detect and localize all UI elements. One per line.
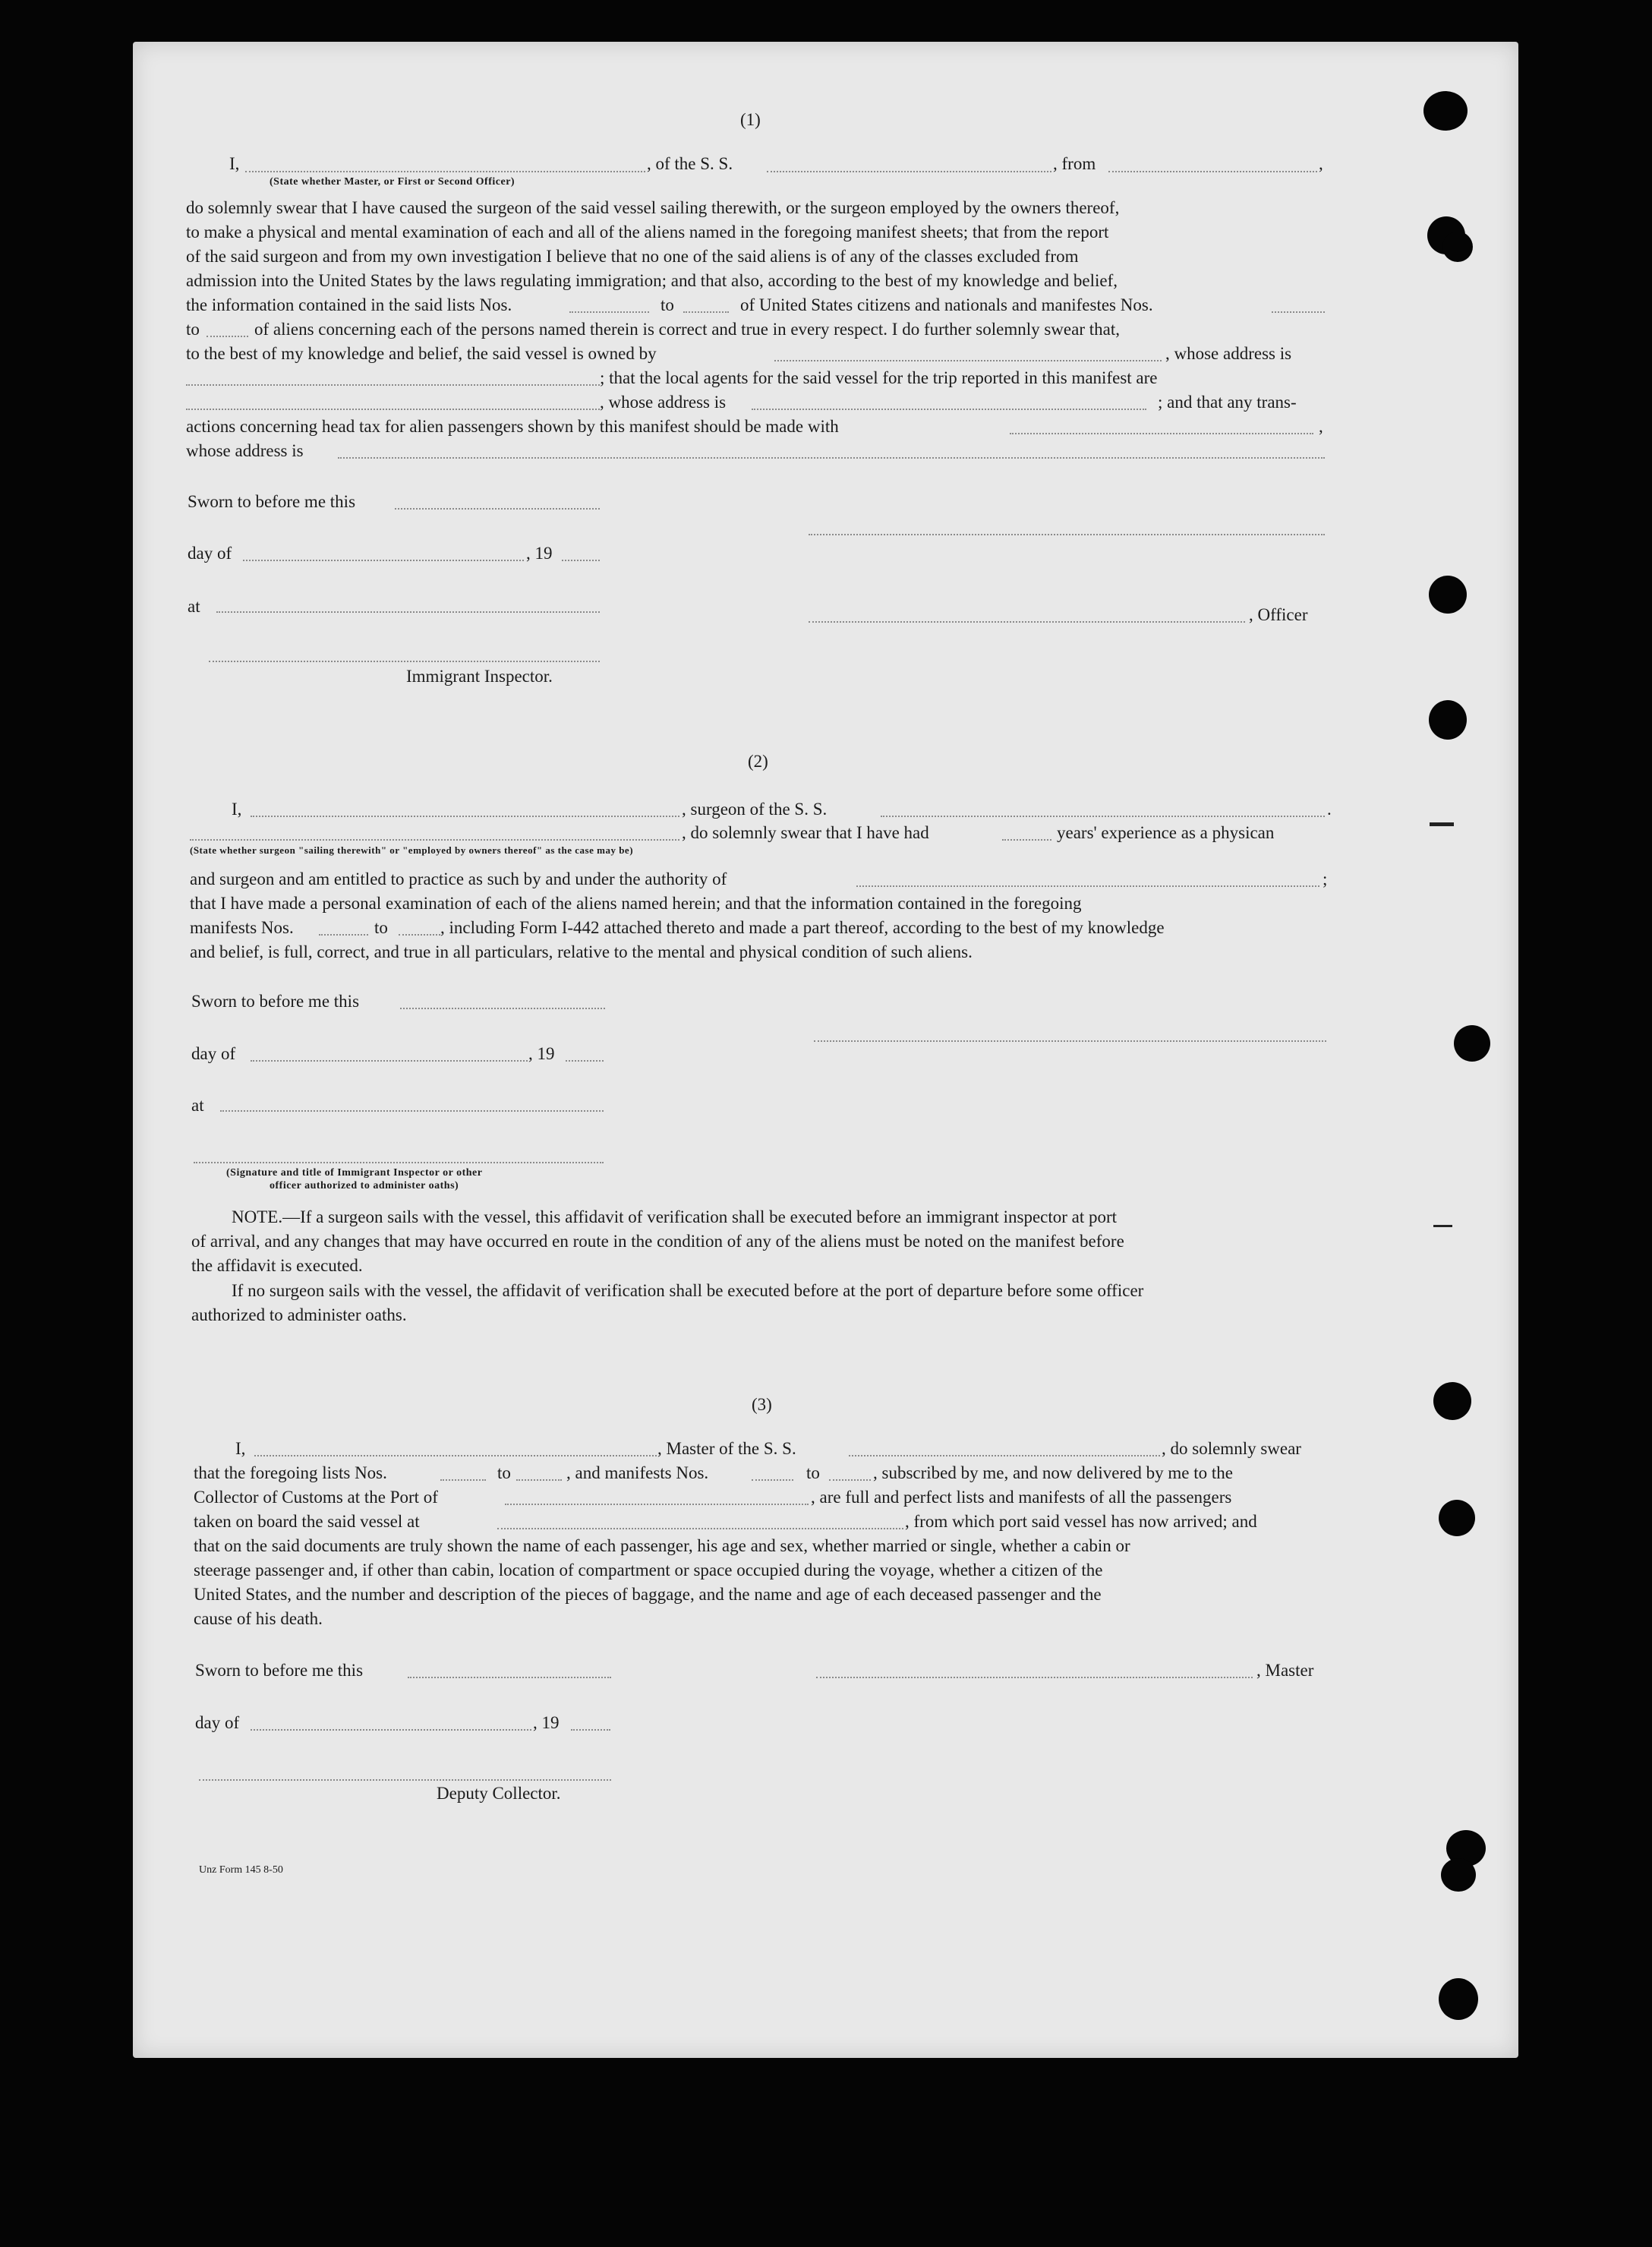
section-2-year: , 19 <box>528 1044 555 1063</box>
section-1-year: , 19 <box>526 544 553 563</box>
section-1-line-1: do solemnly swear that I have caused the surgeon of the said vessel sailing therewith, or the surgeon employed by the owners thereof, <box>186 198 1120 217</box>
section-2-manifest-to-blank <box>399 934 440 936</box>
binder-hole <box>1454 1025 1490 1062</box>
surgeon-name-blank <box>251 816 679 817</box>
inspector-signature-line <box>209 661 600 662</box>
section-1-line-5b: to <box>660 295 674 314</box>
section-2-vessel-blank <box>881 816 1325 817</box>
section-2-at: at <box>191 1096 204 1115</box>
section-1-line-7a: to the best of my knowledge and belief, the said vessel is owned by <box>186 344 657 363</box>
vessel-owner-blank <box>774 360 1162 361</box>
note-2-line-1: If no surgeon sails with the vessel, the affidavit of verification shall be executed before at the port of departure before some officer <box>232 1281 1144 1300</box>
officer-name-blank <box>245 171 645 172</box>
section-1-line-8: ; that the local agents for the said vessel for the trip reported in this manifest are <box>600 368 1158 387</box>
alien-manifest-to-blank <box>206 336 248 337</box>
section-3-line-2e: , subscribed by me, and now delivered by me to the <box>873 1463 1233 1482</box>
practice-authority-blank <box>856 885 1319 887</box>
edge-mark <box>1430 822 1454 826</box>
section-3-vessel-blank <box>849 1455 1160 1456</box>
section-3-line-2a: that the foregoing lists Nos. <box>194 1463 387 1482</box>
deputy-collector-label: Deputy Collector. <box>437 1784 561 1803</box>
surgeon-of-ss-label: , surgeon of the S. S. <box>682 800 828 819</box>
section-2-place-blank <box>220 1110 604 1112</box>
section-2-year-blank <box>566 1060 604 1062</box>
surgeon-caption: (State whether surgeon "sailing therewith" or "employed by owners thereof" as the case may be) <box>190 844 634 856</box>
binder-hole <box>1439 1500 1475 1536</box>
signature-caption-1: (Signature and title of Immigrant Inspector or other <box>226 1167 483 1179</box>
section-3-line-8: cause of his death. <box>194 1609 323 1628</box>
of-the-ss-label: , of the S. S. <box>647 154 733 173</box>
surgeon-signature-line <box>814 1040 1326 1042</box>
section-1-place-blank <box>216 611 600 613</box>
section-3-heading: (3) <box>752 1395 772 1414</box>
section-1-day-of: day of <box>188 544 232 563</box>
signature-caption-2: officer authorized to administer oaths) <box>270 1180 459 1191</box>
citizen-list-from-blank <box>569 311 649 313</box>
section-1-line-6b: of aliens concerning each of the persons named therein is correct and true in every respect. I do further solemnly swear that, <box>254 320 1120 339</box>
section-1-line-11: whose address is <box>186 441 304 460</box>
edge-mark <box>1433 1225 1452 1227</box>
section-2-sworn-day-blank <box>400 1008 605 1009</box>
section-2-swear-b: years' experience as a physican <box>1057 823 1275 842</box>
form-identifier: Unz Form 145 8-50 <box>199 1864 283 1876</box>
section-1-year-blank <box>562 560 600 561</box>
section-3-sworn-day-blank <box>408 1677 611 1678</box>
section-1-line-7b: , whose address is <box>1165 344 1292 363</box>
section-1-line-5a: the information contained in the said lists Nos. <box>186 295 512 314</box>
section-1-heading: (1) <box>740 110 761 129</box>
head-tax-payee-blank <box>1010 433 1313 434</box>
binder-hole <box>1429 576 1467 614</box>
section-2-heading: (2) <box>748 752 768 771</box>
section-1-line-9a: , whose address is <box>600 393 727 412</box>
section-1-sworn: Sworn to before me this <box>188 492 356 511</box>
section-1-line-5c: of United States citizens and nationals and manifestes Nos. <box>740 295 1153 314</box>
section-2-sworn: Sworn to before me this <box>191 992 360 1011</box>
from-port-blank <box>1108 171 1317 172</box>
officer-signature-line <box>809 621 1245 623</box>
binder-hole <box>1441 1858 1476 1892</box>
section-3-opening-i: I, <box>235 1439 246 1458</box>
embarkation-port-blank <box>497 1528 903 1529</box>
section-3-swear: , do solemnly swear <box>1162 1439 1301 1458</box>
section-1-signature-line <box>809 534 1325 535</box>
section-3-sworn: Sworn to before me this <box>195 1661 364 1680</box>
years-experience-blank <box>1002 839 1051 841</box>
section-2-comma: . <box>1327 800 1332 819</box>
section-2-line-5b: to <box>374 918 388 937</box>
citizen-list-to-blank <box>683 311 729 313</box>
section-1-opening-i: I, <box>229 154 240 173</box>
section-2-month-blank <box>251 1060 528 1062</box>
section-2-inspector-line <box>194 1162 604 1163</box>
section-2-line-5c: , including Form I-442 attached thereto and made a part thereof, according to the best of my knowledge <box>440 918 1165 937</box>
section-3-year-blank <box>571 1729 610 1731</box>
section-3-manifests-from-blank <box>752 1479 793 1481</box>
section-3-month-blank <box>251 1729 531 1731</box>
section-1-line-9b: ; and that any trans- <box>1158 393 1297 412</box>
section-1-line-2: to make a physical and mental examination of each and all of the aliens named in the foregoing manifest sheets; that from the report <box>186 222 1109 241</box>
surgeon-status-blank <box>190 839 679 841</box>
section-3-line-2b: to <box>497 1463 511 1482</box>
section-1-line-10: actions concerning head tax for alien passengers shown by this manifest should be made with <box>186 417 839 436</box>
section-2-day-of: day of <box>191 1044 236 1063</box>
section-3-line-2d: to <box>806 1463 820 1482</box>
section-2-manifest-from-blank <box>319 934 368 936</box>
section-3-manifests-to-blank <box>829 1479 871 1481</box>
owner-address-blank <box>186 384 600 386</box>
note-2-line-2: authorized to administer oaths. <box>191 1305 407 1324</box>
section-3-line-7: United States, and the number and description of the pieces of baggage, and the name and age of each deceased passenger and the <box>194 1585 1102 1604</box>
master-name-blank <box>254 1455 657 1456</box>
section-3-line-5: that on the said documents are truly shown the name of each passenger, his age and sex, whether married or single, whether a cabin or <box>194 1536 1130 1555</box>
binder-hole <box>1423 91 1468 131</box>
section-1-line-4: admission into the United States by the laws regulating immigration; and that also, according to the best of my knowledge and belief, <box>186 271 1118 290</box>
payee-address-blank <box>338 457 1325 459</box>
line-10-comma: , <box>1319 417 1323 436</box>
section-3-line-4b-text: , from which port said vessel has now arrived; and <box>905 1512 1257 1531</box>
binder-hole <box>1433 1382 1471 1420</box>
section-3-line-4a: taken on board the said vessel at <box>194 1512 420 1531</box>
section-3-line-3b: , are full and perfect lists and manifests of all the passengers <box>811 1488 1232 1507</box>
section-1-month-blank <box>243 560 524 561</box>
from-comma: , <box>1319 154 1323 173</box>
section-1-at: at <box>188 597 200 616</box>
section-2-line-3: and surgeon and am entitled to practice as such by and under the authority of <box>190 869 727 888</box>
master-signature-line <box>816 1677 1253 1678</box>
section-2-swear-a: , do solemnly swear that I have had <box>682 823 929 842</box>
section-3-lists-from-blank <box>440 1479 486 1481</box>
immigrant-inspector-label: Immigrant Inspector. <box>406 667 553 686</box>
section-3-lists-to-blank <box>516 1479 562 1481</box>
agents-address-blank <box>752 409 1146 410</box>
section-2-line-6: and belief, is full, correct, and true in all particulars, relative to the mental and physical condition of such aliens. <box>190 942 973 961</box>
section-2-semicolon: ; <box>1323 869 1328 888</box>
officer-caption: (State whether Master, or First or Second Officer) <box>270 176 515 188</box>
master-label: , Master <box>1256 1661 1314 1680</box>
deputy-signature-line <box>199 1779 611 1781</box>
note-1-line-2: of arrival, and any changes that may have occurred en route in the condition of any of the aliens must be noted on the manifest before <box>191 1232 1124 1251</box>
section-3-year: , 19 <box>533 1713 560 1732</box>
officer-label: , Officer <box>1249 605 1308 624</box>
note-1-line-3: the affidavit is executed. <box>191 1256 363 1275</box>
note-1-line-1: NOTE.—If a surgeon sails with the vessel, this affidavit of verification shall be executed before an immigrant inspector at port <box>232 1207 1118 1226</box>
section-3-day-of: day of <box>195 1713 240 1732</box>
section-2-opening-i: I, <box>232 800 242 819</box>
binder-hole <box>1429 700 1467 740</box>
section-2-line-5a: manifests Nos. <box>190 918 294 937</box>
section-3-line-6: steerage passenger and, if other than cabin, location of compartment or space occupied during the voyage, whether a citizen of the <box>194 1561 1103 1580</box>
customs-port-blank <box>505 1504 809 1505</box>
section-3-line-3a: Collector of Customs at the Port of <box>194 1488 438 1507</box>
local-agents-blank <box>186 409 600 410</box>
section-3-line-2c: , and manifests Nos. <box>566 1463 709 1482</box>
binder-hole <box>1442 232 1473 262</box>
section-1-line-3: of the said surgeon and from my own investigation I believe that no one of the said aliens is of any of the classes excluded from <box>186 247 1079 266</box>
alien-manifest-from-blank <box>1272 311 1325 313</box>
vessel-name-blank <box>767 171 1051 172</box>
from-label: , from <box>1053 154 1096 173</box>
master-of-ss-label: , Master of the S. S. <box>657 1439 796 1458</box>
section-2-line-4: that I have made a personal examination of each of the aliens named herein; and that the information contained in the foregoing <box>190 894 1082 913</box>
section-1-sworn-day-blank <box>395 508 600 510</box>
binder-hole <box>1439 1978 1478 2020</box>
section-1-line-6a: to <box>186 320 200 339</box>
